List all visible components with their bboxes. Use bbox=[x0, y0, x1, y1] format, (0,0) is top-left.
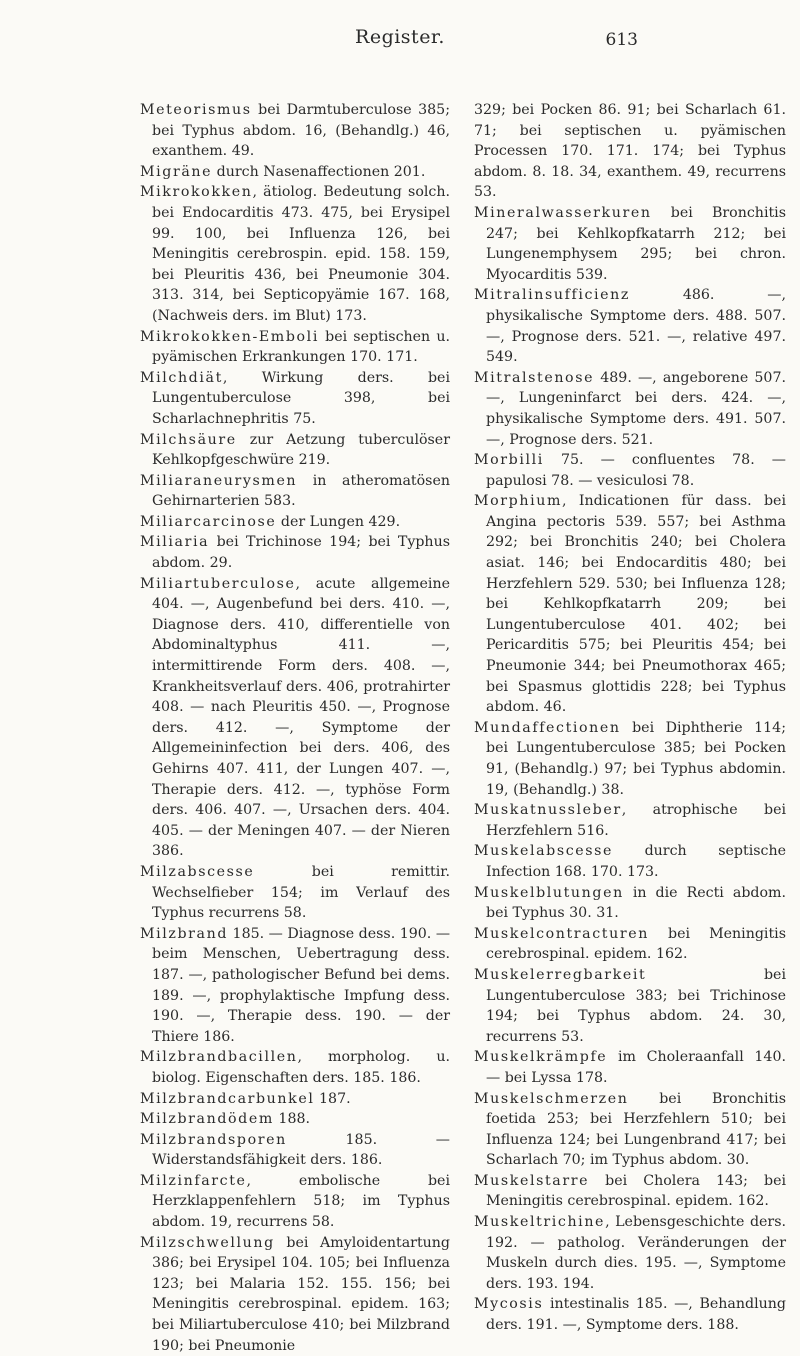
entry-text: , ätiolog. Bedeutung solch. bei Endocarditis 473. 475, bei Erysipel 99. 100, bei Influenza 126, bei Meningitis cerebrospin. epid. 158. 159, bei Pleuritis 436, bei Pneumonie 304. 313. 314, bei Septicopyämie 167. 168, (Nachweis ders. im Blut) 173. bbox=[152, 184, 450, 324]
entry-headword: Mikrokokken-Emboli bbox=[140, 328, 319, 345]
index-entry bbox=[474, 450, 786, 491]
index-entry bbox=[474, 491, 786, 718]
entry-headword: Milzbrandbacillen bbox=[140, 1049, 298, 1066]
entry-headword: Muskelschmerzen bbox=[474, 1090, 629, 1107]
entry-text: intestinalis 185. —, Behandlung ders. 191. —, Symptome ders. 188. bbox=[486, 1296, 786, 1334]
index-entry bbox=[474, 203, 786, 285]
entry-headword: Milzabscesse bbox=[140, 863, 255, 880]
entry-text: , Indicationen für dass. bei Angina pectoris 539. 557; bei Asthma 292; bei Bronchitis 240; bei Cholera asiat. 146; bei Endocarditis 480; bei Herzfehlern 529. 530; bei Influenza 128; bei Kehlkopfkatarrh 209; bei Lungentuberculose 401. 402; bei Pericarditis 575; bei Pleuritis 454; bei Pneumonie 344; bei Pneumothorax 465; bei Spasmus glottidis 228; bei Typhus abdom. 46. bbox=[486, 493, 786, 716]
index-entry bbox=[140, 100, 450, 162]
entry-text: bei septischen u. pyämischen Erkrankungen 170. 171. bbox=[152, 328, 450, 366]
entry-text: , embolische bei Herzklappenfehlern 518; im Typhus abdom. 19, recurrens 58. bbox=[152, 1172, 450, 1231]
entry-text: 486. —, physikalische Symptome ders. 488. 507. —, Prognose ders. 521. —, relative 497. 549. bbox=[486, 287, 786, 366]
entry-headword: Milchdiät bbox=[140, 369, 223, 386]
index-entry bbox=[474, 800, 786, 841]
entry-headword: Mitralstenose bbox=[474, 369, 595, 386]
entry-text: bei Meningitis cerebrospinal. epidem. 162. bbox=[486, 925, 786, 963]
left-column bbox=[140, 100, 450, 1356]
index-entry bbox=[140, 1233, 450, 1356]
entry-text: 329; bei Pocken 86. 91; bei Scharlach 61. 71; bei septischen u. pyämischen Processen 170. 171. 174; bei Typhus abdom. 8. 18. 34, exanthem. 49, recurrens 53. bbox=[474, 102, 786, 201]
index-entry bbox=[140, 182, 450, 326]
entry-text: 187. bbox=[314, 1090, 351, 1107]
entry-text: , Wirkung ders. bei Lungentuberculose 398, bei Scharlachnephritis 75. bbox=[152, 369, 450, 427]
index-entry bbox=[140, 471, 450, 512]
right-column bbox=[474, 100, 786, 1336]
page-header bbox=[0, 22, 800, 62]
entry-text: , Lebensgeschichte ders. 192. — patholog. Veränderungen der Muskeln durch dies. 195. —, Symptome ders. 193. 194. bbox=[486, 1214, 786, 1292]
entry-headword: Muskelstarre bbox=[474, 1172, 590, 1189]
entry-headword: Morphium bbox=[474, 493, 562, 510]
index-entry bbox=[140, 1047, 450, 1088]
index-entry bbox=[474, 924, 786, 965]
entry-text: im Choleraanfall 140. — bei Lyssa 178. bbox=[486, 1049, 786, 1086]
index-entry bbox=[140, 862, 450, 924]
index-entry bbox=[140, 512, 450, 533]
index-entry bbox=[140, 1109, 450, 1130]
entry-text: bei Diphtherie 114; bei Lungentuberculose 385; bei Pocken 91, (Behandlg.) 97; bei Typhus abdomin. 19, (Behandlg.) 38. bbox=[486, 719, 786, 798]
entry-headword: Migräne bbox=[140, 163, 213, 180]
entry-text: in atheromatösen Gehirnarterien 583. bbox=[152, 472, 450, 510]
index-entry bbox=[140, 430, 450, 471]
entry-headword: Milzbrandödem bbox=[140, 1111, 274, 1128]
index-entry bbox=[140, 1089, 450, 1110]
entry-headword: Mycosis bbox=[474, 1296, 544, 1313]
entry-headword: Muskatnussleber bbox=[474, 802, 622, 819]
entry-text: durch septische Infection 168. 170. 173. bbox=[486, 843, 786, 880]
index-entry bbox=[140, 924, 450, 1048]
entry-headword: Mundaffectionen bbox=[474, 719, 621, 736]
entry-headword: Mineralwasserkuren bbox=[474, 204, 652, 221]
index-entry bbox=[474, 368, 786, 450]
entry-text: bei Trichinose 194; bei Typhus abdom. 29. bbox=[152, 534, 450, 572]
entry-text: bei Amyloidentartung 386; bei Erysipel 104. 105; bei Influenza 123; bei Malaria 152. 155. 156; bei Meningitis cerebrospinal. epidem. 163; bei Miliartuberculose 410; bei Milzbrand 190; bei Pneumonie bbox=[152, 1234, 450, 1354]
entry-headword: Morbilli bbox=[474, 452, 544, 469]
entry-text: in die Recti abdom. bei Typhus 30. 31. bbox=[486, 884, 786, 922]
entry-headword: Miliartuberculose bbox=[140, 575, 296, 592]
entry-headword: Muskelblutungen bbox=[474, 884, 624, 901]
entry-text: zur Aetzung tuberculöser Kehlkopfgeschwüre 219. bbox=[152, 431, 450, 469]
entry-headword: Milchsäure bbox=[140, 431, 237, 448]
entry-headword: Milzbrandcarbunkel bbox=[140, 1090, 315, 1107]
entry-text: bei Bronchitis foetida 253; bei Herzfehlern 510; bei Influenza 124; bei Lungenbrand 417; bei Scharlach 70; im Typhus abdom. 30. bbox=[486, 1090, 786, 1169]
index-entry bbox=[474, 965, 786, 1047]
entry-headword: Milzschwellung bbox=[140, 1234, 275, 1251]
entry-text: bei Darmtuberculose 385; bei Typhus abdom. 16, (Behandlg.) 46, exanthem. 49. bbox=[152, 102, 450, 160]
page-number: 613 bbox=[605, 30, 638, 50]
entry-text: der Lungen 429. bbox=[276, 513, 401, 530]
index-entry bbox=[140, 574, 450, 862]
entry-headword: Miliaraneurysmen bbox=[140, 472, 298, 489]
entry-headword: Muskeltrichine bbox=[474, 1214, 606, 1231]
entry-text: , acute allgemeine 404. —, Augenbefund bei ders. 410. —, Diagnose ders. 410, differentielle von Abdominaltyphus 411. —, intermittirende Form ders. 408. —, Krankheitsverlauf ders. 406, protrahirter 408. — nach Pleuritis 450. —, Prognose ders. 412. —, Symptome der Allgemeininfection bei ders. 406, des Gehirns 407. 411, der Lungen 407. —, Therapie ders. 412. —, typhöse Form ders. 406. 407. —, Ursachen ders. 404. 405. — der Meningen 407. — der Nieren 386. bbox=[152, 575, 450, 860]
entry-headword: Milzinfarcte bbox=[140, 1172, 247, 1189]
index-entry bbox=[140, 532, 450, 573]
index-entry bbox=[474, 1089, 786, 1171]
index-entry bbox=[474, 841, 786, 882]
entry-text: bei remittir. Wechselfieber 154; im Verlauf des Typhus recurrens 58. bbox=[152, 863, 450, 922]
entry-text: 75. — confluentes 78. — papulosi 78. — vesiculosi 78. bbox=[486, 452, 786, 489]
index-entry bbox=[474, 100, 786, 203]
index-entry bbox=[140, 162, 450, 183]
entry-text: 188. bbox=[273, 1111, 311, 1128]
entry-headword: Milzbrandsporen bbox=[140, 1131, 287, 1148]
entry-headword: Miliaria bbox=[140, 534, 210, 551]
entry-text: , atrophische bei Herzfehlern 516. bbox=[486, 802, 786, 839]
index-entry bbox=[474, 1212, 786, 1294]
entry-headword: Milzbrand bbox=[140, 925, 229, 942]
entry-headword: Miliarcarcinose bbox=[140, 513, 277, 530]
index-entry bbox=[140, 1130, 450, 1171]
index-entry bbox=[474, 1047, 786, 1088]
entry-headword: Mikrokokken bbox=[140, 184, 253, 201]
index-entry bbox=[474, 1171, 786, 1212]
entry-text: bei Lungentuberculose 383; bei Trichinose 194; bei Typhus abdom. 24. 30, recurrens 53. bbox=[486, 966, 786, 1045]
entry-headword: Muskelkrämpfe bbox=[474, 1049, 608, 1066]
entry-text: durch Nasenaffectionen 201. bbox=[212, 163, 426, 180]
entry-text: 185. — Diagnose dess. 190. — beim Menschen, Uebertragung dess. 187. —, pathologischer Befund bei dems. 189. —, prophylaktische Impfung dess. 190. —, Therapie dess. 190. — der Thiere 186. bbox=[152, 925, 451, 1045]
entry-text: bei Bronchitis 247; bei Kehlkopfkatarrh 212; bei Lungenemphysem 295; bei chron. Myocarditis 539. bbox=[486, 204, 786, 283]
entry-text: 489. —, angeborene 507. —, Lungeninfarct bei ders. 424. —, physikalische Symptome ders. 491. 507. —, Prognose ders. 521. bbox=[486, 369, 786, 448]
entry-text: , morpholog. u. biolog. Eigenschaften ders. 185. 186. bbox=[152, 1049, 450, 1086]
entry-headword: Muskelerregbarkeit bbox=[474, 966, 647, 983]
index-entry bbox=[140, 368, 450, 430]
index-entry bbox=[140, 327, 450, 368]
entry-text: bei Cholera 143; bei Meningitis cerebrospinal. epidem. 162. bbox=[486, 1172, 786, 1210]
index-entry bbox=[474, 1294, 786, 1335]
entry-headword: Muskelcontracturen bbox=[474, 925, 649, 942]
index-entry bbox=[474, 883, 786, 924]
entry-headword: Muskelabscesse bbox=[474, 843, 613, 860]
entry-headword: Meteorismus bbox=[140, 102, 252, 118]
index-entry bbox=[474, 718, 786, 800]
index-entry bbox=[474, 285, 786, 367]
running-title: Register. bbox=[355, 26, 445, 48]
entry-text: 185. — Widerstandsfähigkeit ders. 186. bbox=[152, 1131, 450, 1169]
entry-headword: Mitralinsufficienz bbox=[474, 287, 630, 304]
index-entry bbox=[140, 1171, 450, 1233]
